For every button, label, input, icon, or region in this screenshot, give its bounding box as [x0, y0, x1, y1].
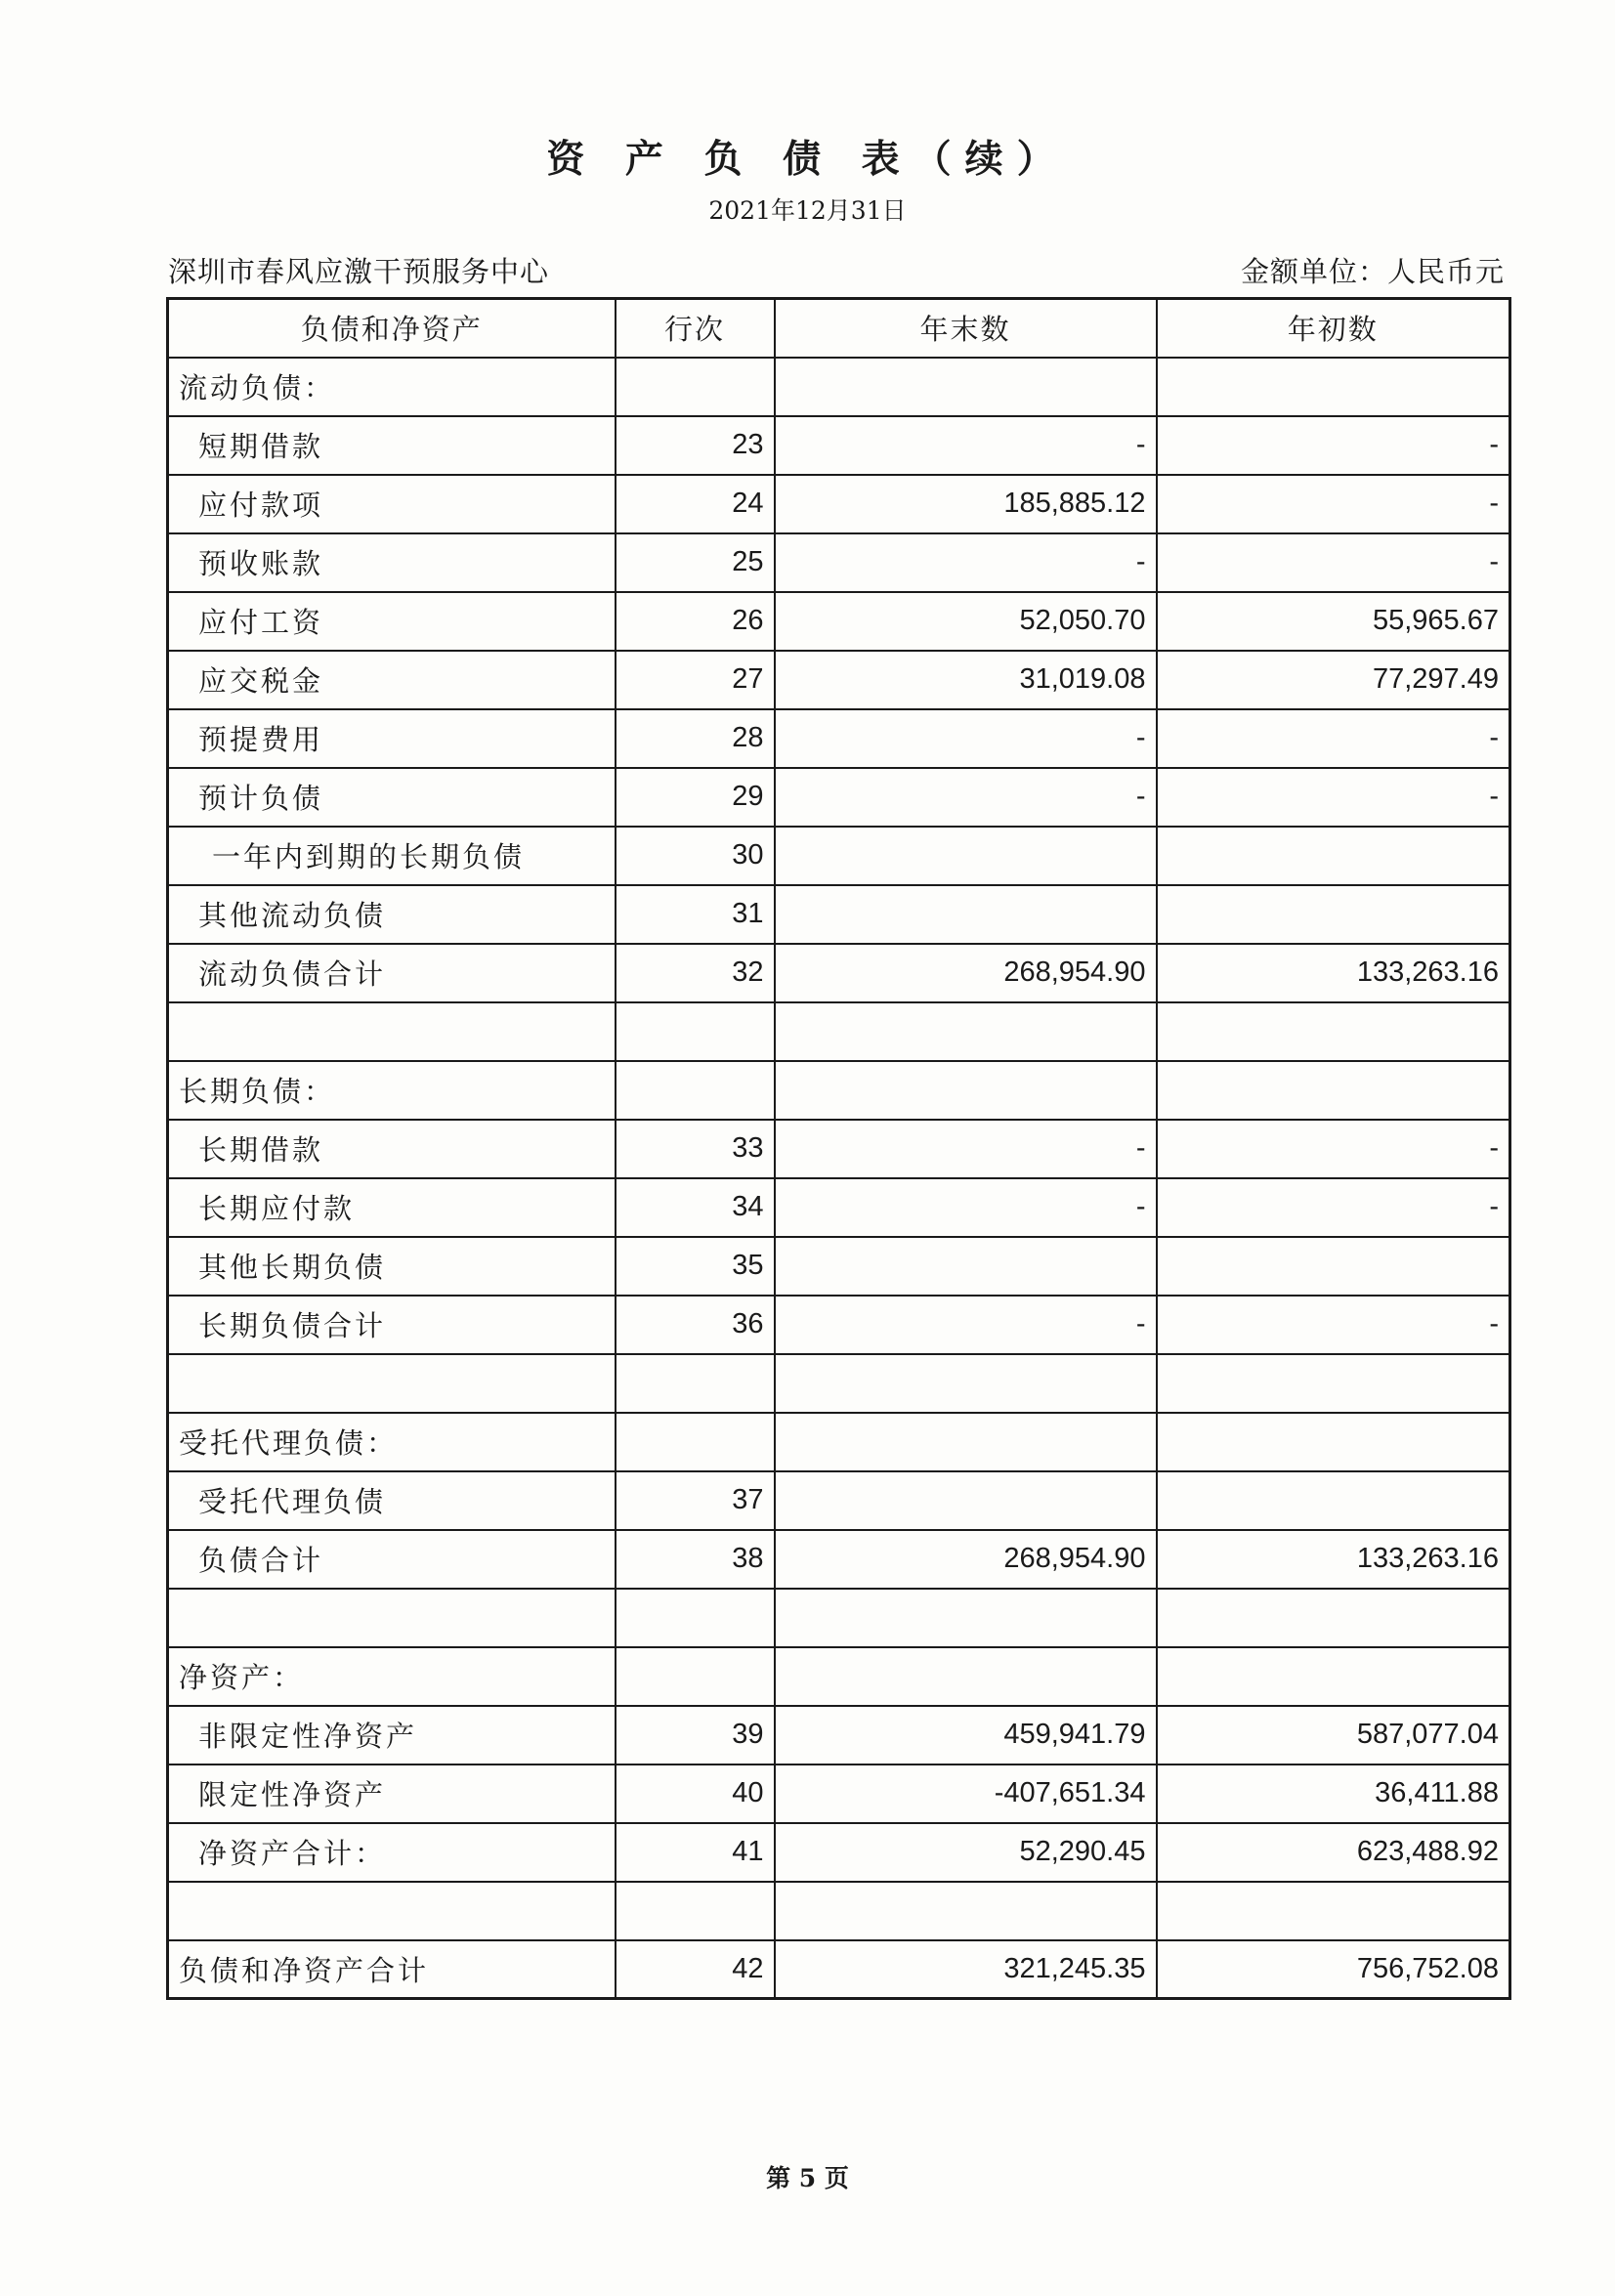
table-row [168, 1237, 1510, 1296]
row-item-cell: 负债和净资产合计 [168, 1940, 616, 1999]
row-year-begin-cell: - [1157, 416, 1510, 475]
row-year-end-cell: 52,290.45 [775, 1823, 1157, 1882]
row-year-end-cell [775, 1061, 1157, 1120]
table-row [168, 768, 1510, 827]
row-year-begin-cell: - [1157, 768, 1510, 827]
row-year-begin-cell: - [1157, 709, 1510, 768]
table-row [168, 1647, 1510, 1706]
organization-name: 深圳市春风应激干预服务中心 [168, 255, 550, 288]
table-row [168, 1765, 1510, 1823]
row-line-number-cell: 29 [616, 768, 775, 827]
table-row [168, 1589, 1510, 1647]
table-row [168, 358, 1510, 416]
row-item-cell [168, 1589, 616, 1647]
row-line-number-cell [616, 358, 775, 416]
row-item-cell: 净资产合计： [168, 1823, 616, 1882]
row-year-begin-cell [1157, 885, 1510, 944]
row-item-cell: 限定性净资产 [168, 1765, 616, 1823]
row-year-end-cell: 459,941.79 [775, 1706, 1157, 1765]
table-row [168, 1706, 1510, 1765]
table-row [168, 416, 1510, 475]
row-year-end-cell [775, 358, 1157, 416]
table-row [168, 1940, 1510, 1999]
row-line-number-cell: 27 [616, 651, 775, 709]
table-row [168, 1296, 1510, 1354]
row-year-end-cell: - [775, 1296, 1157, 1354]
row-year-begin-cell [1157, 1413, 1510, 1471]
row-line-number-cell: 41 [616, 1823, 775, 1882]
row-line-number-cell: 42 [616, 1940, 775, 1999]
row-year-begin-cell [1157, 1882, 1510, 1940]
row-item-cell: 一年内到期的长期负债 [168, 827, 616, 885]
table-row [168, 1882, 1510, 1940]
header-item: 负债和净资产 [168, 299, 616, 358]
row-year-begin-cell: 55,965.67 [1157, 592, 1510, 651]
row-year-end-cell: - [775, 709, 1157, 768]
row-year-begin-cell: 623,488.92 [1157, 1823, 1510, 1882]
table-row [168, 944, 1510, 1002]
row-year-end-cell: - [775, 768, 1157, 827]
table-row [168, 1471, 1510, 1530]
row-line-number-cell: 25 [616, 533, 775, 592]
row-year-begin-cell [1157, 1589, 1510, 1647]
row-line-number-cell: 33 [616, 1120, 775, 1178]
row-line-number-cell [616, 1589, 775, 1647]
row-year-begin-cell: - [1157, 533, 1510, 592]
header-line-number: 行次 [616, 299, 775, 358]
row-item-cell: 预计负债 [168, 768, 616, 827]
row-year-end-cell [775, 1002, 1157, 1061]
table-row [168, 475, 1510, 533]
row-item-cell: 应付款项 [168, 475, 616, 533]
row-year-end-cell [775, 1882, 1157, 1940]
table-row [168, 1413, 1510, 1471]
table-body [168, 358, 1510, 1999]
row-year-end-cell: - [775, 1178, 1157, 1237]
table-row [168, 651, 1510, 709]
row-year-begin-cell [1157, 1061, 1510, 1120]
row-line-number-cell [616, 1647, 775, 1706]
balance-sheet-table [166, 297, 1511, 2000]
row-line-number-cell: 32 [616, 944, 775, 1002]
row-year-end-cell [775, 1589, 1157, 1647]
row-item-cell: 短期借款 [168, 416, 616, 475]
row-item-cell: 长期负债： [168, 1061, 616, 1120]
currency-unit: 金额单位：人民币元 [1240, 255, 1505, 288]
row-line-number-cell [616, 1413, 775, 1471]
row-year-end-cell [775, 1237, 1157, 1296]
table-row [168, 1354, 1510, 1413]
row-item-cell: 应付工资 [168, 592, 616, 651]
row-year-end-cell: - [775, 416, 1157, 475]
row-line-number-cell: 38 [616, 1530, 775, 1589]
row-year-end-cell: 268,954.90 [775, 944, 1157, 1002]
row-year-end-cell: - [775, 533, 1157, 592]
row-item-cell: 受托代理负债： [168, 1413, 616, 1471]
document-title: 资 产 负 债 表（续） [546, 137, 1069, 182]
row-item-cell: 长期应付款 [168, 1178, 616, 1237]
table-row [168, 1530, 1510, 1589]
row-line-number-cell: 28 [616, 709, 775, 768]
row-item-cell: 应交税金 [168, 651, 616, 709]
row-line-number-cell: 36 [616, 1296, 775, 1354]
row-item-cell: 其他流动负债 [168, 885, 616, 944]
table-row [168, 1823, 1510, 1882]
row-line-number-cell: 30 [616, 827, 775, 885]
row-year-end-cell [775, 1354, 1157, 1413]
row-year-begin-cell: - [1157, 1178, 1510, 1237]
row-year-begin-cell [1157, 358, 1510, 416]
report-date: 2021年12月31日 [708, 196, 907, 225]
row-year-begin-cell: 133,263.16 [1157, 944, 1510, 1002]
row-item-cell: 预提费用 [168, 709, 616, 768]
table-row [168, 1002, 1510, 1061]
row-item-cell [168, 1002, 616, 1061]
row-year-begin-cell: - [1157, 475, 1510, 533]
row-item-cell: 其他长期负债 [168, 1237, 616, 1296]
row-line-number-cell: 40 [616, 1765, 775, 1823]
table-row [168, 1120, 1510, 1178]
row-item-cell: 流动负债合计 [168, 944, 616, 1002]
row-year-begin-cell: - [1157, 1120, 1510, 1178]
row-item-cell [168, 1882, 616, 1940]
row-year-begin-cell [1157, 1237, 1510, 1296]
row-line-number-cell: 24 [616, 475, 775, 533]
row-line-number-cell [616, 1354, 775, 1413]
row-item-cell: 长期负债合计 [168, 1296, 616, 1354]
table-row [168, 1061, 1510, 1120]
row-line-number-cell: 34 [616, 1178, 775, 1237]
row-year-end-cell: -407,651.34 [775, 1765, 1157, 1823]
table-header-row [168, 299, 1510, 358]
row-year-begin-cell [1157, 1354, 1510, 1413]
row-item-cell: 非限定性净资产 [168, 1706, 616, 1765]
row-year-end-cell: 31,019.08 [775, 651, 1157, 709]
table-row [168, 1178, 1510, 1237]
row-item-cell: 预收账款 [168, 533, 616, 592]
row-line-number-cell [616, 1002, 775, 1061]
row-line-number-cell: 35 [616, 1237, 775, 1296]
table-row [168, 709, 1510, 768]
row-line-number-cell [616, 1882, 775, 1940]
row-line-number-cell: 31 [616, 885, 775, 944]
row-year-end-cell: 52,050.70 [775, 592, 1157, 651]
row-line-number-cell: 37 [616, 1471, 775, 1530]
row-line-number-cell: 26 [616, 592, 775, 651]
header-year-end: 年末数 [775, 299, 1157, 358]
row-line-number-cell: 23 [616, 416, 775, 475]
table-row [168, 827, 1510, 885]
row-year-begin-cell [1157, 827, 1510, 885]
table-row [168, 592, 1510, 651]
row-year-end-cell [775, 1413, 1157, 1471]
page-number: 第 5 页 [766, 2164, 849, 2192]
row-year-begin-cell: 36,411.88 [1157, 1765, 1510, 1823]
row-item-cell [168, 1354, 616, 1413]
table-row [168, 533, 1510, 592]
row-year-end-cell: 268,954.90 [775, 1530, 1157, 1589]
row-year-begin-cell: 756,752.08 [1157, 1940, 1510, 1999]
row-year-begin-cell: 587,077.04 [1157, 1706, 1510, 1765]
row-year-end-cell [775, 885, 1157, 944]
row-year-end-cell [775, 827, 1157, 885]
row-year-end-cell: 185,885.12 [775, 475, 1157, 533]
row-item-cell: 流动负债： [168, 358, 616, 416]
row-year-end-cell: - [775, 1120, 1157, 1178]
row-item-cell: 净资产： [168, 1647, 616, 1706]
row-year-begin-cell: - [1157, 1296, 1510, 1354]
row-item-cell: 受托代理负债 [168, 1471, 616, 1530]
row-year-end-cell [775, 1647, 1157, 1706]
row-year-end-cell: 321,245.35 [775, 1940, 1157, 1999]
row-year-begin-cell [1157, 1471, 1510, 1530]
row-line-number-cell: 39 [616, 1706, 775, 1765]
row-item-cell: 长期借款 [168, 1120, 616, 1178]
row-year-begin-cell [1157, 1002, 1510, 1061]
row-item-cell: 负债合计 [168, 1530, 616, 1589]
row-year-begin-cell: 133,263.16 [1157, 1530, 1510, 1589]
header-year-begin: 年初数 [1157, 299, 1510, 358]
table-row [168, 885, 1510, 944]
row-year-end-cell [775, 1471, 1157, 1530]
row-line-number-cell [616, 1061, 775, 1120]
row-year-begin-cell [1157, 1647, 1510, 1706]
row-year-begin-cell: 77,297.49 [1157, 651, 1510, 709]
